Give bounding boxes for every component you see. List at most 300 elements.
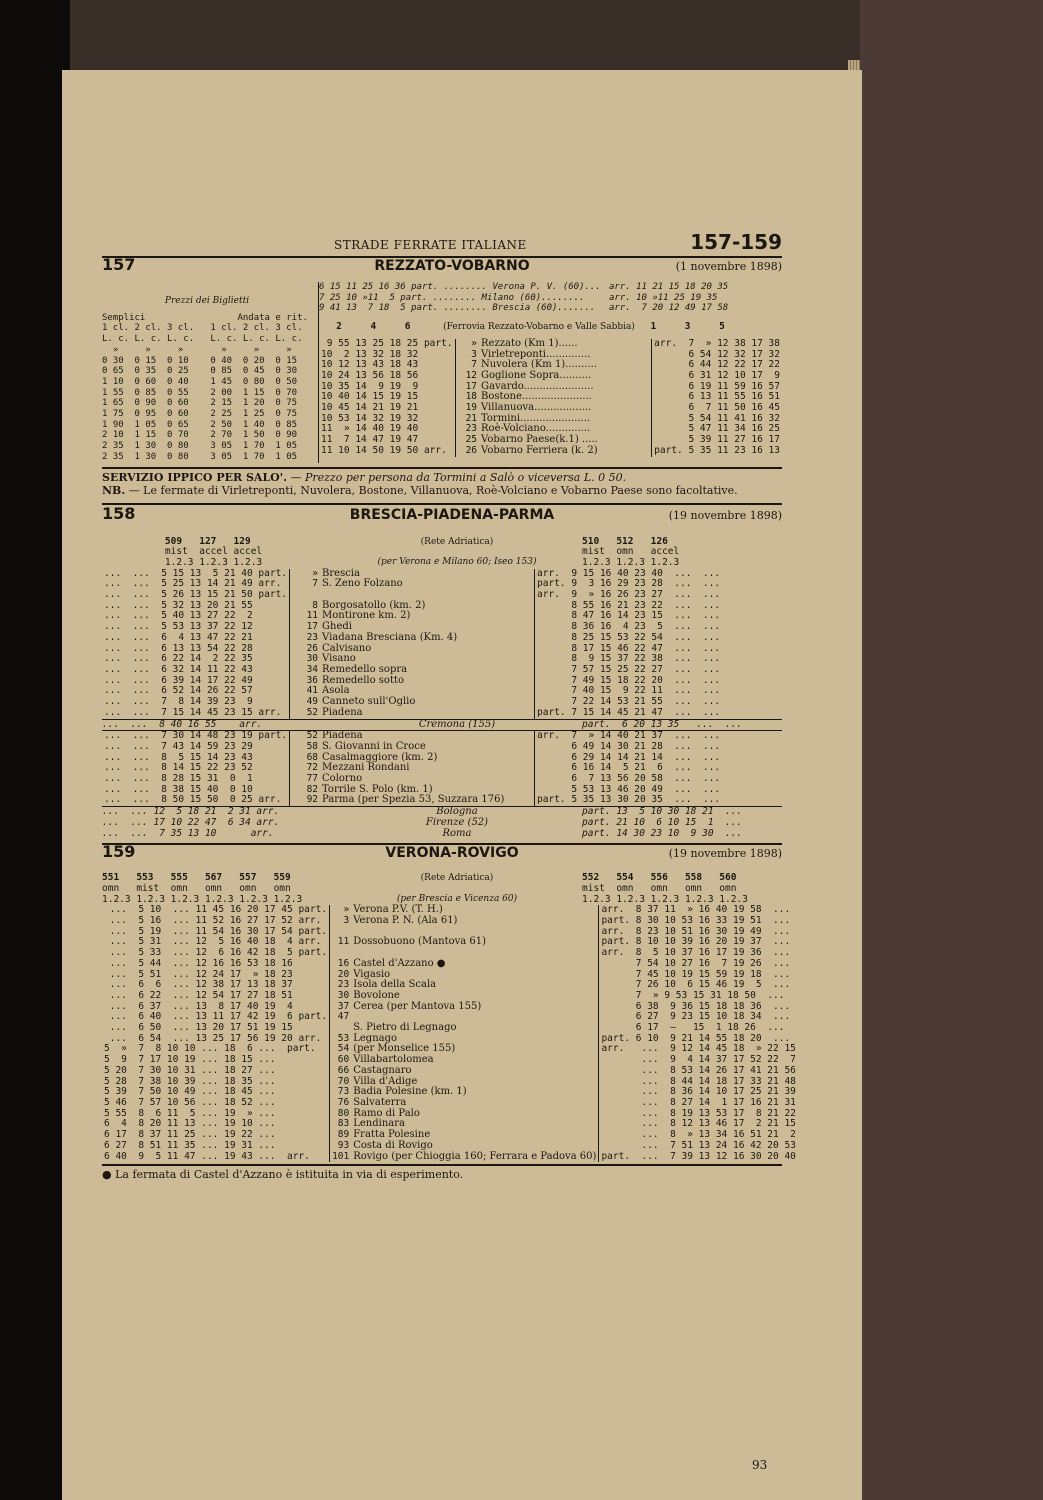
km-value: 34 [290,665,321,676]
km-value: 18 [455,392,479,403]
station-name: Goglione Sopra.......... [481,369,592,381]
departure-times: 11 » 14 40 19 40 [321,423,447,435]
connection-row: ... ... 12 5 18 21 2 31 arr. [102,806,280,818]
departure-times: ... 5 16 ... 11 52 16 27 17 52 arr. [104,915,328,927]
table-title: VERONA-ROVIGO [385,845,519,862]
departure-times: 6 17 8 37 11 25 ... 19 22 ... [104,1129,328,1141]
departure-times: ... ... 7 15 14 45 23 15 arr. [104,706,288,718]
station-name: Salvaterra [353,1097,407,1108]
return-times: 6 29 14 14 21 14 ... ... [535,753,723,764]
price-row: 1 90 1 05 0 65 2 50 1 40 0 85 [102,419,298,430]
km-value: 16 [330,959,352,970]
departure-times: 5 55 8 6 11 5 ... 19 » ... [104,1107,328,1119]
departure-times: 11 7 14 47 19 47 [321,434,447,446]
page-range: 157-159 [690,230,782,254]
departure-times: ... 6 22 ... 12 54 17 27 18 51 [104,989,328,1001]
km-value: 76 [330,1098,352,1109]
schedule-157 [318,282,782,463]
departure-times: 11 10 14 50 19 50 arr. [321,444,447,456]
connection-station: Cremona (155) [418,718,496,730]
table-row [102,795,722,806]
table-row [102,959,798,970]
km-value: 30 [290,654,321,665]
station-name: Tormini...................... [481,412,590,424]
station-name: Fratta Polesine [353,1129,431,1141]
departure-times: 5 » 7 8 10 10 ... 18 6 ... part. [104,1043,328,1055]
station-name: Vigasio [353,968,391,980]
return-times: arr. 8 23 10 51 16 30 19 49 ... [599,927,798,938]
station-name: Verona P.V. (T. H.) [353,904,443,916]
train-class: 1.2.3 1.2.3 1.2.3 1.2.3 1.2.3 1.2.3 [102,893,303,905]
station-name: Dossobuono (Mantova 61) [353,936,487,948]
departure-times: 10 2 13 32 18 32 [321,348,447,360]
price-row: 1 55 0 85 0 55 2 00 1 15 0 70 [102,387,298,398]
departure-times: ... ... 8 14 15 22 23 52 [104,762,288,774]
return-times: 7 » 9 53 15 31 18 50 ... [599,991,798,1002]
station-name: Virletreponti.............. [481,348,591,360]
departure-times: ... ... 7 30 14 48 23 19 part. [104,730,288,742]
km-value: 19 [455,403,479,414]
table-row [319,446,782,457]
table-number: 157 [102,255,136,274]
station-name: Casalmaggiore (km. 2) [322,751,438,763]
table-row [102,1141,798,1152]
departure-times: ... ... 5 26 13 15 21 50 part. [104,589,288,601]
km-value: 36 [290,676,321,687]
price-row: 0 65 0 35 0 25 0 85 0 45 0 30 [102,366,298,377]
connection-row: part. 13 5 10 30 18 21 ... [582,806,743,818]
departure-times: 5 9 7 17 10 19 ... 18 15 ... [104,1054,328,1066]
km-value: 47 [330,1012,352,1023]
connection-row: 9 41 13 7 18 5 part. ........ Brescia (60)....... [319,303,596,314]
departure-times: ... 5 51 ... 12 24 17 » 18 23 [104,968,328,980]
departure-times: ... ... 7 8 14 39 23 9 [104,696,288,708]
departure-times: ... ... 5 40 13 27 22 2 [104,610,288,622]
km-value: 101 [330,1152,352,1163]
train-numbers: 552 554 556 558 560 [582,872,737,884]
footnote: ● La fermata di Castel d'Azzano è istituita in via di esperimento. [102,1168,464,1182]
return-times: part. 5 35 13 30 20 35 ... ... [535,795,723,806]
station-name: S. Zeno Folzano [322,578,403,590]
via-note: (per Brescia e Vicenza 60) [396,893,518,904]
departure-times: ... ... 8 28 15 31 0 1 [104,773,288,785]
station-name: Vobarno Paese(k.1) ..... [481,434,598,446]
station-name: Piadena [322,706,363,718]
connection-station: Firenze (52) [425,816,489,828]
km-value: 11 [330,937,352,948]
km-value: 12 [455,371,479,382]
servizio-title: SERVIZIO IPPICO PER SALO'. [102,470,287,484]
return-times: 8 36 16 4 23 5 ... ... [535,622,723,633]
connection-row: part. 21 10 6 10 15 1 ... [582,816,743,828]
train-numbers: 2 4 6 [319,321,411,333]
page-content [102,230,796,1182]
return-times: 5 53 13 46 20 49 ... ... [535,785,723,796]
departure-times: 10 53 14 32 19 32 [321,412,447,424]
departure-times: 10 35 14 9 19 9 [321,380,447,392]
km-value: 20 [330,970,352,981]
return-times: 7 40 15 9 22 11 ... ... [535,686,723,697]
km-value: 92 [290,795,321,806]
return-times: ... 8 12 13 46 17 2 21 15 [599,1119,798,1130]
connection-row: ... ... 17 10 22 47 6 34 arr. [102,816,280,828]
price-heading: Prezzi dei Biglietti [164,296,250,306]
price-row: 2 10 1 15 0 70 2 70 1 50 0 90 [102,430,298,441]
station-name: Piadena [322,730,363,742]
departure-times: 5 20 7 30 10 31 ... 18 27 ... [104,1064,328,1076]
departure-times: ... ... 5 32 13 20 21 55 [104,599,288,611]
book-cover [860,0,1043,1500]
return-times: 6 7 13 56 20 58 ... ... [535,774,723,785]
train-type: mist omn omn omn omn [582,882,737,894]
km-value: 66 [330,1066,352,1077]
departure-times: ... ... 8 5 15 14 23 43 [104,751,288,763]
return-times: ... 8 27 14 1 17 16 21 31 [599,1098,798,1109]
departure-times: 9 55 13 25 18 25 part. [321,337,453,349]
km-value: 26 [290,644,321,655]
train-numbers: 1 3 5 [639,321,725,333]
return-times: 6 27 9 23 15 10 18 34 ... [599,1012,798,1023]
departure-times: ... 6 6 ... 12 38 17 13 18 37 [104,979,328,991]
return-times: 5 54 11 41 16 32 [652,414,782,425]
network-label: (Rete Adriatica) [420,536,494,547]
km-value: 25 [455,435,479,446]
station-name: Costa di Rovigo [353,1139,433,1151]
return-times: arr. 8 37 11 » 16 40 19 58 ... [599,905,798,916]
departure-times: ... ... 5 53 13 37 22 12 [104,621,288,633]
departure-times: 10 24 13 56 18 56 [321,369,447,381]
return-times: 7 26 10 6 15 46 19 5 ... [599,980,798,991]
km-value: 23 [290,633,321,644]
return-times: ... 8 44 14 18 17 33 21 48 [599,1077,798,1088]
return-times: 6 38 9 36 15 18 18 36 ... [599,1002,798,1013]
return-times: 6 44 12 22 17 22 [652,360,782,371]
connection-row: 7 25 10 »11 5 part. ........ Milano (60)........ [319,292,585,303]
station-name: Calvisano [322,642,372,654]
km-value: 30 [330,991,352,1002]
price-row: 0 30 0 15 0 10 0 40 0 20 0 15 [102,355,298,366]
book-gutter [0,0,70,1500]
km-value: 23 [330,980,352,991]
running-title: STRADE FERRATE ITALIANE [334,238,527,252]
return-times: 6 13 11 55 16 51 [652,392,782,403]
price-row: 1 75 0 95 0 60 2 25 1 25 0 75 [102,409,298,420]
table-row [102,1152,798,1163]
departure-times: ... ... 6 32 14 11 22 43 [104,663,288,675]
departure-times: 10 12 13 43 18 43 [321,359,447,371]
km-value: 49 [290,697,321,708]
table-number: 159 [102,842,136,862]
km-value: 7 [455,360,479,371]
departure-times: ... 6 54 ... 13 25 17 56 19 20 arr. [104,1032,328,1044]
station-name: Remedello sopra [322,663,408,675]
train-class: 1.2.3 1.2.3 1.2.3 1.2.3 1.2.3 [582,893,748,905]
km-value: 82 [290,785,321,796]
return-times: 7 49 15 18 22 20 ... ... [535,676,723,687]
km-value: 73 [330,1087,352,1098]
station-name: Lendinara [353,1118,405,1130]
km-value: » [290,569,321,580]
table-row [102,1066,798,1077]
connection-row: ... ... 8 40 16 55 arr. [102,718,263,730]
return-times: ... 8 36 14 10 17 25 21 39 [599,1087,798,1098]
table-row [102,742,722,753]
timetable-157 [319,339,782,457]
return-times: ... 7 51 13 24 16 42 20 53 [599,1141,798,1152]
station-name: Ghedi [322,621,352,633]
station-name: Colorno [322,773,363,785]
station-name: Brescia [322,567,360,579]
station-name: Canneto sull'Oglio [322,696,416,708]
return-times: 8 47 16 14 23 15 ... ... [535,611,723,622]
departure-times: ... ... 5 25 13 14 21 49 arr. [104,578,288,590]
km-value: 72 [290,763,321,774]
station-name: Legnago [353,1032,398,1044]
return-times: 5 47 11 34 16 25 [652,424,782,435]
timetable-page [62,70,862,1500]
station-name: Parma (per Spezia 53, Suzzara 176) [322,794,505,806]
return-times: 6 7 11 50 16 45 [652,403,782,414]
km-value: 17 [290,622,321,633]
table-row [102,633,722,644]
table-number: 158 [102,503,136,523]
table-title: BRESCIA-PIADENA-PARMA [349,506,555,523]
connection-row: part. 6 20 13 35 ... ... [582,718,743,730]
price-row: 2 35 1 30 0 80 3 05 1 70 1 05 [102,451,298,462]
km-value: 77 [290,774,321,785]
return-times: arr. 9 » 16 26 23 27 ... ... [535,590,723,601]
return-times: 6 17 — 15 1 18 26 ... [599,1023,798,1034]
departure-times: ... ... 7 43 14 59 23 29 [104,740,288,752]
departure-times: ... ... 8 38 15 40 0 10 [104,783,288,795]
price-row: » » » » » » [102,344,298,355]
return-times: part. ... 7 39 13 12 16 30 20 40 [599,1152,798,1163]
departure-times: ... 6 40 ... 13 11 17 42 19 6 part. [104,1011,328,1023]
nb-text: — Le fermate di Virletreponti, Nuvolera, Bostone, Villanuova, Roè-Volciano e Vobarno Paese sono facoltative. [128,483,738,497]
departure-times: ... 5 31 ... 12 5 16 40 18 4 arr. [104,936,328,948]
km-value: » [330,905,352,916]
return-times: 8 9 15 37 22 38 ... ... [535,654,723,665]
station-name: Castagnaro [353,1064,412,1076]
price-unit: L. c. L. c. L. c. L. c. L. c. L. c. [102,334,303,345]
table-158 [102,503,782,846]
km-value: 60 [330,1055,352,1066]
departure-times: 5 46 7 57 10 56 ... 18 52 ... [104,1097,328,1108]
table-title: REZZATO-VOBARNO [374,258,530,274]
connection-row: arr. 10 »11 25 19 35 [609,292,718,303]
departure-times: ... ... 6 39 14 17 22 49 [104,674,288,686]
station-name: S. Giovanni in Croce [322,740,426,752]
train-type: mist accel accel [102,546,263,558]
return-times: part. 8 30 10 53 16 33 19 51 ... [599,916,798,927]
km-value: 3 [455,350,479,361]
km-value: 68 [290,753,321,764]
km-value: 80 [330,1109,352,1120]
return-times: 7 22 14 53 21 55 ... ... [535,697,723,708]
station-name: Bovolone [353,989,400,1001]
return-times: arr. 7 » 12 38 17 38 [652,339,782,350]
price-row: 1 10 0 60 0 40 1 45 0 80 0 50 [102,376,298,387]
station-name: Rovigo (per Chioggia 160; Ferrara e Padova 60) [353,1150,597,1162]
folio: 93 [752,1458,768,1472]
km-value: 54 [330,1044,352,1055]
departure-times: ... 5 19 ... 11 54 16 30 17 54 part. [104,925,328,937]
price-row: 1 65 0 90 0 60 2 15 1 20 0 75 [102,398,298,409]
km-value: 3 [330,916,352,927]
km-value: 41 [290,686,321,697]
km-value: 17 [455,382,479,393]
station-name: Montirone km. 2) [322,610,411,622]
station-name: Asola [322,685,350,697]
station-name: Verona P. N. (Ala 61) [353,915,458,927]
departure-times: ... ... 8 50 15 50 0 25 arr. [104,794,288,806]
connection-station: Roma [442,827,472,839]
station-name: Badia Polesine (km. 1) [353,1086,467,1098]
return-times: 5 39 11 27 16 17 [652,435,782,446]
departure-times: 10 45 14 21 19 21 [321,402,447,414]
km-value: 89 [330,1130,352,1141]
station-name: Visano [322,653,356,665]
departure-times: 6 27 8 51 11 35 ... 19 31 ... [104,1139,328,1151]
departure-times: ... 5 33 ... 12 6 16 42 18 5 part. [104,947,328,959]
table-date: (19 novembre 1898) [668,847,782,861]
departure-times: ... 6 50 ... 13 20 17 51 19 15 [104,1022,328,1034]
table-157 [102,255,782,505]
return-times: 8 17 15 46 22 47 ... ... [535,644,723,655]
return-times: part. 9 3 16 29 23 28 ... ... [535,579,723,590]
km-value: 58 [290,742,321,753]
departure-times: ... 6 37 ... 13 8 17 40 19 4 [104,1000,328,1012]
nb-title: NB. [102,483,126,497]
return-times: arr. 7 » 14 40 21 37 ... ... [535,731,723,742]
train-type: omn mist omn omn omn omn [102,882,291,894]
departure-times: ... ... 6 22 14 2 22 35 [104,653,288,665]
return-times: part. 8 10 10 39 16 20 19 37 ... [599,937,798,948]
connection-row: 6 15 11 25 16 36 part. ........ Verona P. V. (60)... [319,282,601,292]
connection-row: arr. 11 21 15 18 20 35 [609,282,729,292]
station-name: Ramo di Palo [353,1107,420,1119]
station-name: Bostone...................... [481,391,592,403]
return-times: ... 9 4 14 37 17 52 22 7 [599,1055,798,1066]
return-times: ... 8 53 14 26 17 41 21 56 [599,1066,798,1077]
return-times: 7 45 10 19 15 59 19 18 ... [599,970,798,981]
station-name: Rezzato (Km 1)...... [481,337,578,349]
timetable-158-a [102,569,722,719]
station-name: Vobarno Ferriera (k. 2) [481,444,598,456]
departure-times: ... 5 10 ... 11 45 16 20 17 45 part. [104,904,328,916]
connections-158 [102,806,782,839]
station-name: Villanuova.................. [481,402,592,414]
km-value: 21 [455,414,479,425]
return-times: part. 6 10 9 21 14 55 18 20 ... [599,1034,798,1045]
station-name: Cerea (per Mantova 155) [353,1000,482,1012]
km-value: 26 [455,446,479,457]
timetable-159 [102,905,798,1162]
servizio-text: — Prezzo per persona da Tormini a Salò o viceversa L. 0 50. [290,470,627,484]
departure-times: ... ... 6 13 13 54 22 28 [104,642,288,654]
return-times: ... 8 19 13 53 17 8 21 22 [599,1109,798,1120]
departure-times: 5 28 7 38 10 39 ... 18 35 ... [104,1075,328,1087]
km-value: 83 [330,1119,352,1130]
return-times: arr. ... 9 12 14 45 18 » 22 15 [599,1044,798,1055]
return-times: part. 5 35 11 23 16 13 [652,446,782,457]
return-times: 7 54 10 27 16 7 19 26 ... [599,959,798,970]
connection-row: ... ... 7 35 13 10 arr. [102,827,274,839]
station-name: Villabartolomea [353,1054,434,1066]
train-numbers: 551 553 555 567 557 559 [102,872,291,884]
station-name: Torrile S. Polo (km. 1) [322,783,433,795]
return-times: part. 7 15 14 45 21 47 ... ... [535,708,723,719]
running-head [102,230,782,254]
station-name: Gavardo...................... [481,380,594,392]
price-cols: 1 cl. 2 cl. 3 cl. 1 cl. 2 cl. 3 cl. [102,323,303,334]
km-value: 23 [455,424,479,435]
return-times: 6 49 14 30 21 28 ... ... [535,742,723,753]
km-value: 37 [330,1002,352,1013]
price-table [102,282,312,463]
departure-times: ... ... 6 52 14 26 22 57 [104,685,288,697]
table-row [102,708,722,719]
station-name: Castel d'Azzano ● [353,957,446,969]
return-times: 6 19 11 59 16 57 [652,382,782,393]
train-numbers: 510 512 126 [582,535,668,547]
train-class: 1.2.3 1.2.3 1.2.3 [102,556,263,568]
departure-times: ... ... 6 4 13 47 22 21 [104,631,288,643]
return-times: 6 16 14 5 21 6 ... ... [535,763,723,774]
table-row [319,339,782,350]
station-name: Remedello sotto [322,674,405,686]
return-times: 8 55 16 21 23 22 ... ... [535,601,723,612]
station-name: Roè-Volciano.............. [481,423,591,435]
km-value: 8 [290,601,321,612]
connection-station: Bologna [436,806,478,818]
connection-row: arr. 7 20 12 49 17 58 [609,303,729,314]
train-numbers: 509 127 129 [102,535,251,547]
return-times: ... 8 » 13 34 16 51 21 2 [599,1130,798,1141]
km-value: 93 [330,1141,352,1152]
station-name: Borgosatollo (km. 2) [322,599,426,611]
connection-row: part. 14 30 23 10 9 30 ... [582,827,743,839]
departure-times: 6 40 9 5 11 47 ... 19 43 ... arr. [104,1150,328,1162]
station-name: Mezzani Rondani [322,762,410,774]
departure-times: 5 39 7 50 10 49 ... 18 45 ... [104,1086,328,1098]
table-date: (1 novembre 1898) [675,260,782,273]
train-type: mist omn accel [582,546,680,558]
station-name: Isola della Scala [353,979,437,991]
timetable-158-b [102,731,722,806]
return-times: arr. 8 5 10 37 16 17 19 36 ... [599,948,798,959]
km-value: 7 [290,579,321,590]
return-times: 6 54 12 32 17 32 [652,350,782,361]
km-value: 70 [330,1077,352,1088]
departure-times: 6 4 8 20 11 13 ... 19 10 ... [104,1118,328,1130]
price-row: 2 35 1 30 0 80 3 05 1 70 1 05 [102,441,298,452]
station-name: Villa d'Adige [353,1075,418,1087]
station-name: (per Monselice 155) [353,1043,456,1055]
departure-times: 10 40 14 15 19 15 [321,391,447,403]
table-date: (19 novembre 1898) [668,508,782,522]
via-note: (per Verona e Milano 60; Iseo 153) [377,557,537,568]
station-name: S. Pietro di Legnago [353,1022,457,1034]
departure-times: ... 5 44 ... 12 16 16 53 18 16 [104,957,328,969]
km-value: 53 [330,1034,352,1045]
departure-times: ... ... 5 15 13 5 21 40 part. [104,567,288,579]
return-times: 6 31 12 10 17 9 [652,371,782,382]
network-label: (Rete Adriatica) [420,873,494,884]
return-times: 7 57 15 25 22 27 ... ... [535,665,723,676]
route-heading: (Ferrovia Rezzato-Vobarno e Valle Sabbia) [443,322,635,333]
km-value: 11 [290,611,321,622]
